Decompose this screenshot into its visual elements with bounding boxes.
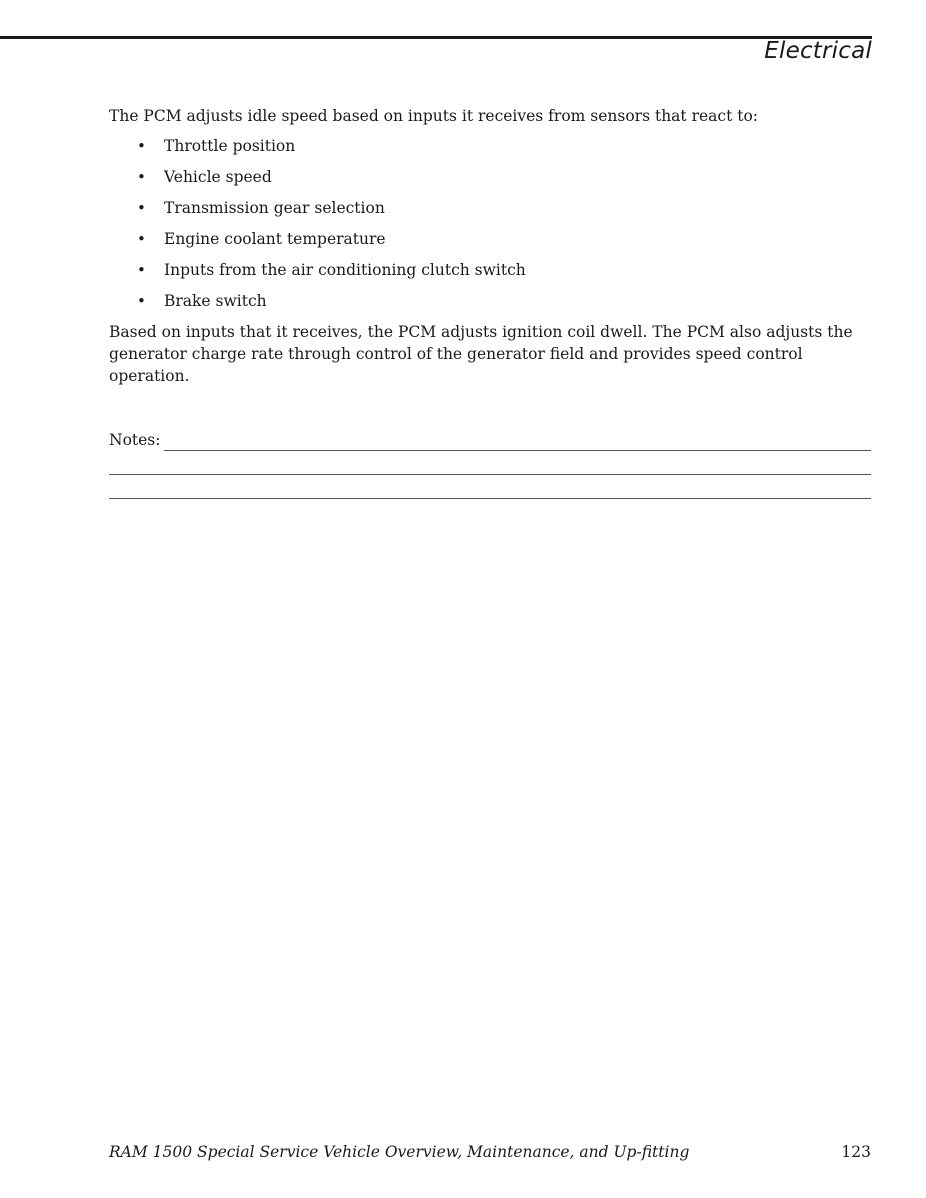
- notes-label: Notes:: [109, 431, 161, 449]
- bullet-icon: •: [137, 168, 146, 186]
- list-item-text: Engine coolant temperature: [164, 230, 386, 248]
- page-footer: [109, 1143, 871, 1161]
- list-item: [109, 166, 871, 197]
- notes-row: [109, 427, 871, 451]
- notes-line: [109, 482, 871, 499]
- notes-line: [109, 458, 871, 475]
- bullet-icon: •: [137, 261, 146, 279]
- list-item: [109, 228, 871, 259]
- page-number: 123: [841, 1143, 871, 1161]
- sensor-input-list: [109, 135, 871, 321]
- footer-title: RAM 1500 Special Service Vehicle Overview, Maintenance, and Up-fitting: [109, 1143, 690, 1161]
- list-item: [109, 197, 871, 228]
- notes-row: [109, 475, 871, 499]
- list-item: [109, 135, 871, 166]
- pcm-paragraph: Based on inputs that it receives, the PCM adjusts ignition coil dwell. The PCM also adjusts the generator charge rate through control of the generator field and provides speed control operation.: [109, 323, 853, 385]
- section-title: Electrical: [764, 38, 872, 64]
- notes-line: [164, 434, 871, 451]
- page-content: [109, 105, 871, 499]
- bullet-icon: •: [137, 137, 146, 155]
- header-rule: [0, 36, 872, 39]
- notes-row: [109, 451, 871, 475]
- list-item-text: Throttle position: [164, 137, 296, 155]
- bullet-icon: •: [137, 230, 146, 248]
- list-item-text: Inputs from the air conditioning clutch switch: [164, 261, 526, 279]
- list-item: [109, 290, 871, 321]
- notes-section: [109, 427, 871, 499]
- bullet-icon: •: [137, 199, 146, 217]
- list-item-text: Brake switch: [164, 292, 267, 310]
- list-item-text: Vehicle speed: [164, 168, 272, 186]
- list-item: [109, 259, 871, 290]
- bullet-icon: •: [137, 292, 146, 310]
- list-item-text: Transmission gear selection: [164, 199, 385, 217]
- intro-text: The PCM adjusts idle speed based on inputs it receives from sensors that react to:: [109, 107, 759, 125]
